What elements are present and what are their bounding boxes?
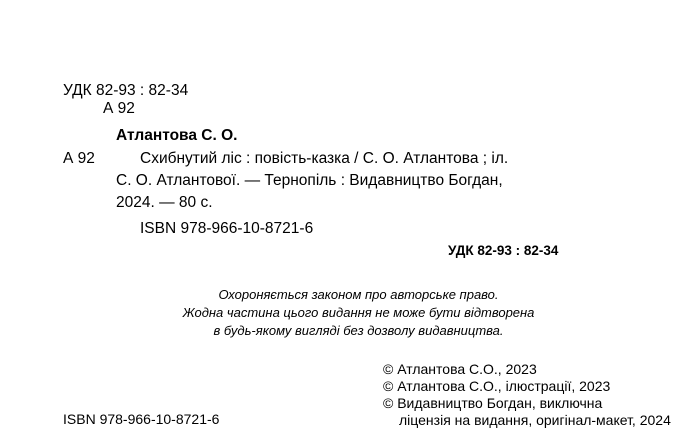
author-mark: А 92 xyxy=(103,100,135,117)
copyright-line: © Видавництво Богдан, виключна xyxy=(383,395,603,411)
footer-isbn: ISBN 978-966-10-8721-6 xyxy=(63,411,220,427)
notice-line: Охороняється законом про авторське право. xyxy=(218,287,499,302)
copyright-line: © Атлантова С.О., 2023 xyxy=(383,361,537,377)
record-isbn: ISBN 978-966-10-8721-6 xyxy=(140,220,314,237)
description-line: С. О. Атлантової. — Тернопіль : Видавництво Богдан, xyxy=(116,172,503,189)
author-heading: Атлантова С. О. xyxy=(116,127,238,144)
udk-code-right: УДК 82-93 : 82-34 xyxy=(448,243,559,258)
udk-code: УДК 82-93 : 82-34 xyxy=(63,82,189,99)
description-line: 2024. — 80 с. xyxy=(116,194,213,211)
notice-line: в будь-якому вигляді без дозволу видавництва. xyxy=(213,323,504,338)
shelf-mark: А 92 xyxy=(63,150,95,167)
description-line: Схибнутий ліс : повість-казка / С. О. Атлантова ; іл. xyxy=(140,150,509,167)
copyright-line: ліцензія на видання, оригінал-макет, 2024 xyxy=(399,412,671,428)
notice-line: Жодна частина цього видання не може бути відтворена xyxy=(182,305,535,320)
copyright-line: © Атлантова С.О., ілюстрації, 2023 xyxy=(383,378,611,394)
